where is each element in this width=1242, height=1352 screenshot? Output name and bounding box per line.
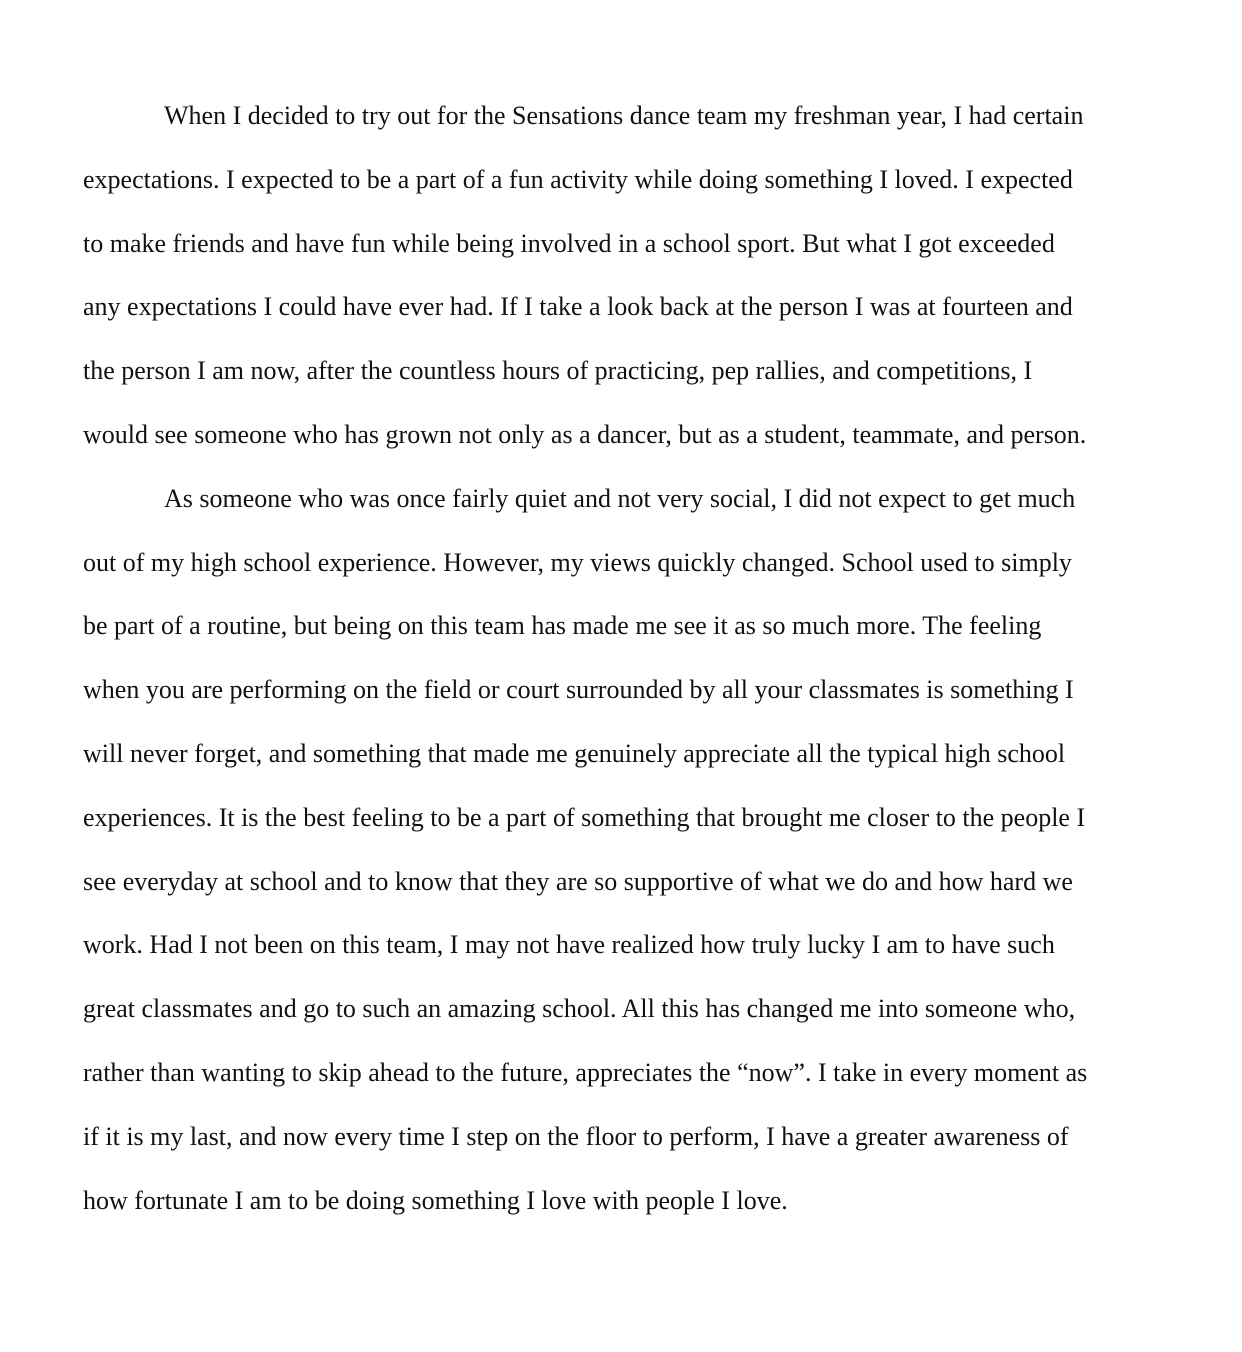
essay-body [83, 84, 1123, 1232]
paragraph-1 [83, 84, 1123, 467]
text-line: see everyday at school and to know that they are so supportive of what we do and how hard we [83, 866, 1073, 896]
text-line: how fortunate I am to be doing something I love with people I love. [83, 1185, 788, 1215]
text-line: expectations. I expected to be a part of a fun activity while doing something I loved. I expected [83, 164, 1073, 194]
text-line: As someone who was once fairly quiet and not very social, I did not expect to get much [164, 483, 1076, 513]
text-line: any expectations I could have ever had. If I take a look back at the person I was at fourteen and [83, 292, 1073, 322]
text-line: will never forget, and something that made me genuinely appreciate all the typical high school [83, 738, 1066, 768]
text-line: if it is my last, and now every time I step on the floor to perform, I have a greater awareness of [83, 1121, 1069, 1151]
text-line: out of my high school experience. However, my views quickly changed. School used to simply [83, 547, 1072, 577]
text-line: work. Had I not been on this team, I may not have realized how truly lucky I am to have such [83, 930, 1055, 960]
text-line: When I decided to try out for the Sensations dance team my freshman year, I had certain [164, 101, 1084, 130]
text-line: to make friends and have fun while being involved in a school sport. But what I got exceeded [83, 228, 1055, 258]
text-line: rather than wanting to skip ahead to the future, appreciates the “now”. I take in every moment as [83, 1057, 1088, 1087]
text-line: be part of a routine, but being on this team has made me see it as so much more. The feeling [83, 611, 1042, 641]
text-line: great classmates and go to such an amazing school. All this has changed me into someone who, [83, 994, 1076, 1024]
paragraph-2 [83, 467, 1123, 1233]
text-line: the person I am now, after the countless hours of practicing, pep rallies, and competitions, I [83, 356, 1033, 386]
text-line: when you are performing on the field or court surrounded by all your classmates is something I [83, 675, 1074, 705]
text-line: experiences. It is the best feeling to be a part of something that brought me closer to the people I [83, 802, 1086, 832]
text-line: would see someone who has grown not only as a dancer, but as a student, teammate, and person. [83, 419, 1087, 449]
